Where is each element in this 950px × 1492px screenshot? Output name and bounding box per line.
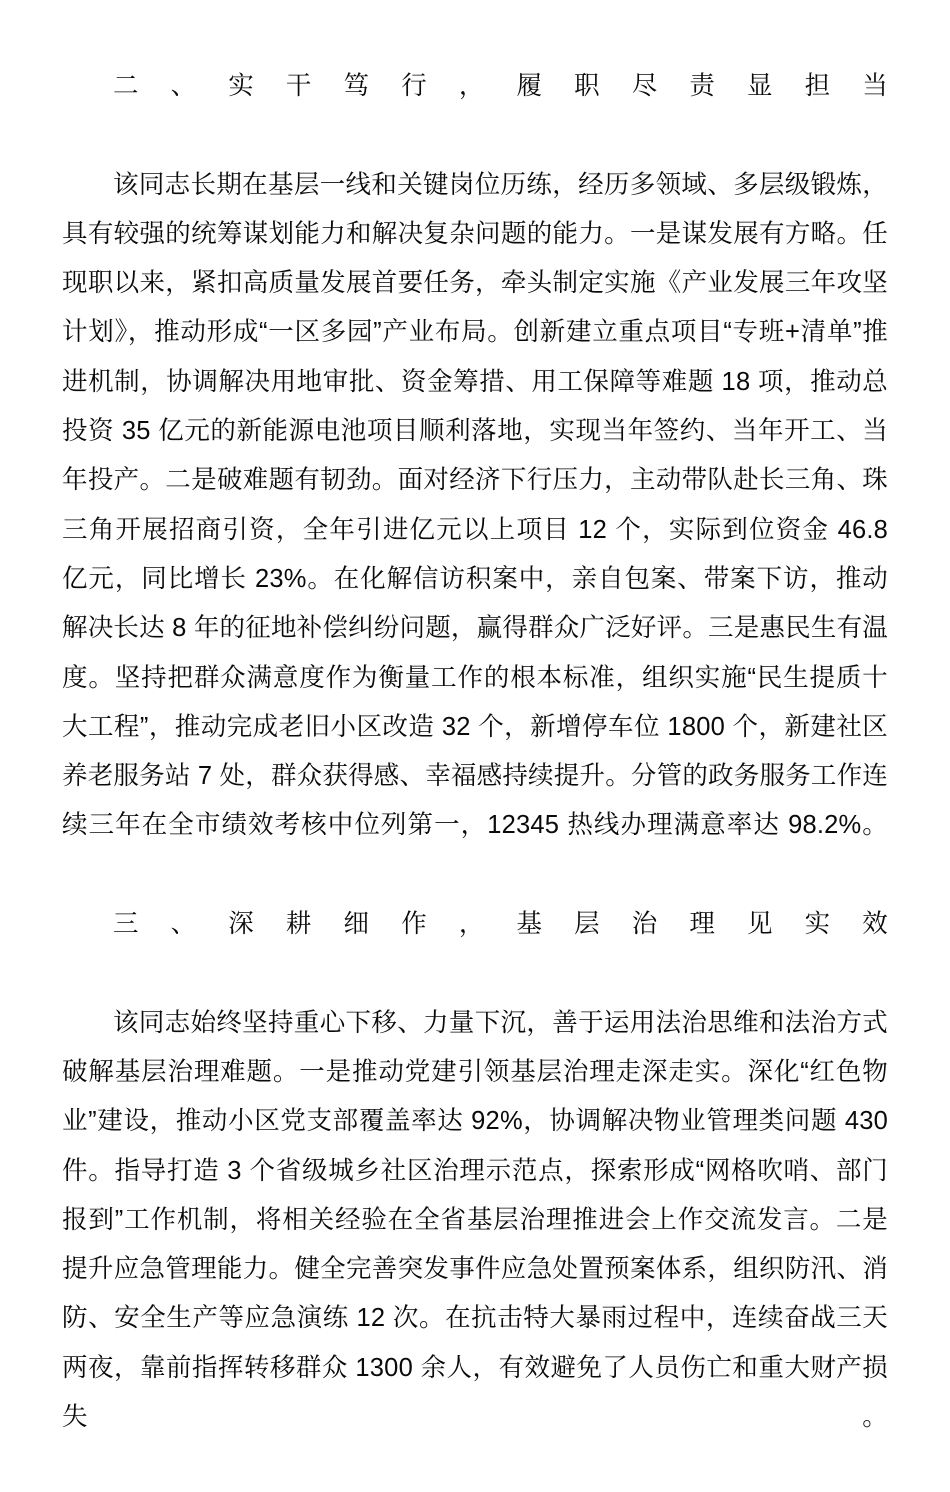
section-2-paragraph: 该同志长期在基层一线和关键岗位历练，经历多领域、多层级锻炼，具有较强的统筹谋划能力和解决复杂问题的能力。一是谋发展有方略。任现职以来，紧扣高质量发展首要任务，牵头制定实施《产业发展三年攻坚计划》，推动形成“一区多园”产业布局。创新建立重点项目“专班+清单”推进机制，协调解决用地审批、资金筹措、用工保障等难题 18 项，推动总投资 35 亿元的新能源电池项目顺利落地，实现当年签约、当年开工、当年投产。二是破难题有韧劲。面对经济下行压力，主动带队赴长三角、珠三角开展招商引资，全年引进亿元以上项目 12 个，实际到位资金 46.8 亿元，同比增长 23%。在化解信访积案中，亲自包案、带案下访，推动解决长达 8 年的征地补偿纠纷问题，赢得群众广泛好评。三是惠民生有温度。坚持把群众满意度作为衡量工作的根本标准，组织实施“民生提质十大工程”，推动完成老旧小区改造 32 个，新增停车位 1800 个，新建社区养老服务站 7 处，群众获得感、幸福感持续提升。分管的政务服务工作连续三年在全市绩效考核中位列第一，12345 热线办理满意率达 98.2%。 — [62, 170, 888, 840]
section-2-heading: 二、实干笃行，履职尽责显担当 — [113, 72, 888, 100]
document-body — [62, 62, 888, 1492]
section-3-paragraph: 该同志始终坚持重心下移、力量下沉，善于运用法治思维和法治方式破解基层治理难题。一是推动党建引领基层治理走深走实。深化“红色物业”建设，推动小区党支部覆盖率达 92%，协调解决物业管理类问题 430 件。指导打造 3 个省级城乡社区治理示范点，探索形成“网格吹哨、部门报到”工作机制，将相关经验在全省基层治理推进会上作交流发言。二是提升应急管理能力。健全完善突发事件应急处置预案体系，组织防汛、消防、安全生产等应急演练 12 次。在抗击特大暴雨过程中，连续奋战三天两夜，靠前指挥转移群众 1300 余人，有效避免了人员伤亡和重大财产损失。 — [62, 1008, 888, 1432]
section-3-heading: 三、深耕细作，基层治理见实效 — [113, 910, 888, 939]
